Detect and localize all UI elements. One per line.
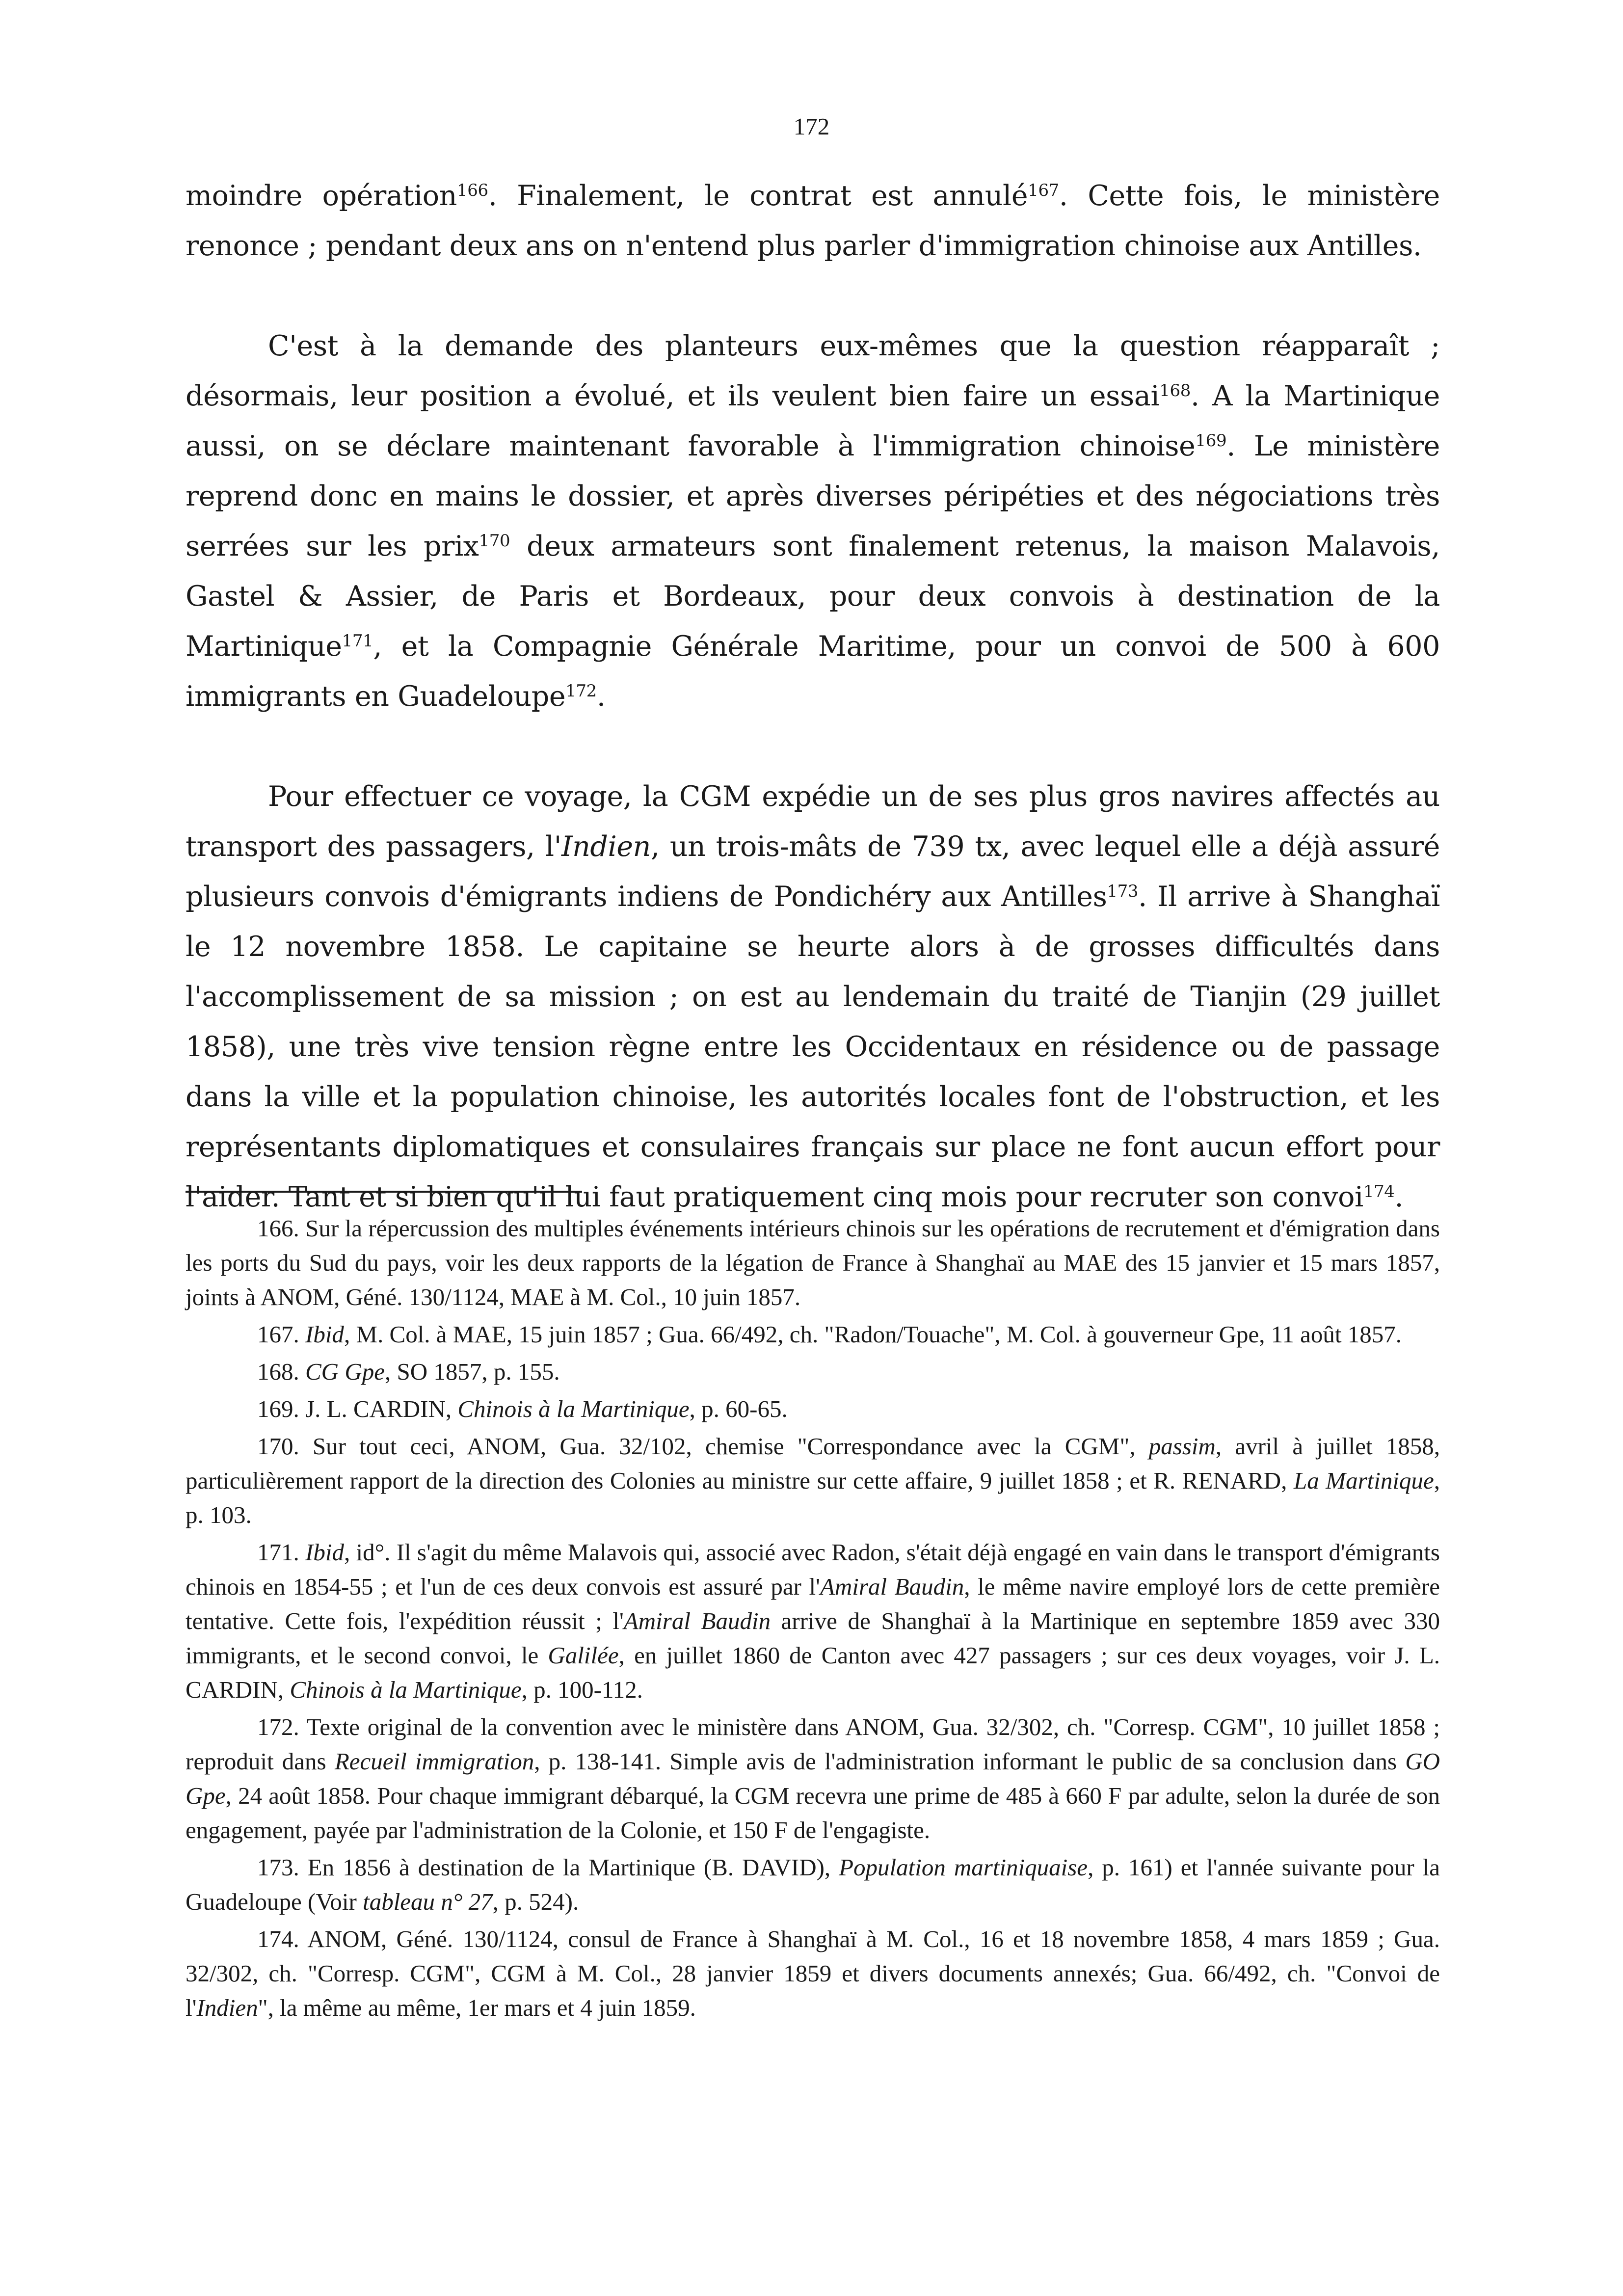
text-span: . Il arrive à Shanghaï le 12 novembre 1858. Le capitaine se heurte alors à de grosses difficultés dans l'accomplissement de sa mission ; on est au lendemain du traité de Tianjin (29 juillet 1858), une très vive tension règne entre les Occidentaux en résidence ou de passage dans la ville et la population chinoise, les autorités locales font de l'obstruction, et les représentants diplomatiques et consulaires français sur place ne font aucun effort pour l'aider. Tant et si bien qu'il lui faut pratiquement cinq mois pour recruter son convoi <box>186 881 1440 1213</box>
text-span: , en juillet 1860 de Canton avec 427 passagers ; sur ces deux voyages, voir J. L. CARDIN, <box>186 1642 1440 1703</box>
text-span: , SO 1857, p. 155. <box>384 1358 560 1385</box>
footnote-171 <box>186 1535 1440 1707</box>
text-span: , p. 100-112. <box>521 1676 643 1703</box>
text-span: 167. <box>257 1321 305 1348</box>
text-span: , p. 138-141. Simple avis de l'administration informant le public de sa conclusion dans <box>534 1748 1406 1775</box>
italic-span: Recueil immigration <box>334 1748 534 1775</box>
footnote-ref-166[interactable]: 166 <box>457 181 488 200</box>
text-span: 168. <box>257 1358 305 1385</box>
italic-span: La Martinique <box>1293 1467 1434 1494</box>
footnote-ref-170[interactable]: 170 <box>479 531 510 551</box>
footnote-ref-171[interactable]: 171 <box>342 631 373 651</box>
footnote-170 <box>186 1429 1440 1532</box>
text-span: , p. 161) et l'année suivante pour la Guadeloupe (Voir <box>186 1854 1440 1915</box>
text-span: . Finalement, le contrat est annulé <box>488 180 1028 212</box>
text-span: 166. Sur la répercussion des multiples événements intérieurs chinois sur les opérations de recrutement et d'émigration dans les ports du Sud du pays, voir les deux rapports de la légation de France à Shanghaï au MAE des 15 janvier et 15 mars 1857, joints à ANOM, Géné. 130/1124, MAE à M. Col., 10 juin 1857. <box>186 1215 1440 1310</box>
italic-span: Population martiniquaise <box>839 1854 1088 1881</box>
italic-span: Amiral Baudin <box>623 1607 771 1634</box>
page-number: 172 <box>793 113 830 140</box>
text-span: , p. 524). <box>492 1888 579 1915</box>
text-span: 171. <box>257 1539 306 1566</box>
footnote-169 <box>186 1392 1440 1426</box>
italic-span: Ibid <box>305 1539 344 1566</box>
text-span: moindre opération <box>186 180 457 212</box>
text-span: , p. 103. <box>186 1467 1440 1528</box>
text-span: . <box>1394 1181 1404 1213</box>
text-span: 174. ANOM, Géné. 130/1124, consul de France à Shanghaï à M. Col., 16 et 18 novembre 1858, 4 mars 1859 ; Gua. 32/302, ch. "Corresp. CGM", CGM à M. Col., 28 janvier 1859 et divers documents annexés; Gua. 66/492, ch. "Convoi de l' <box>186 1925 1440 2021</box>
footnote-ref-169[interactable]: 169 <box>1195 431 1227 451</box>
italic-span: passim <box>1148 1433 1216 1460</box>
footnote-173 <box>186 1850 1440 1919</box>
paragraph-2 <box>186 321 1440 721</box>
footnote-172 <box>186 1710 1440 1847</box>
text-span: 170. Sur tout ceci, ANOM, Gua. 32/102, chemise "Correspondance avec la CGM", <box>257 1433 1149 1460</box>
footnote-ref-168[interactable]: 168 <box>1159 381 1191 400</box>
footnote-ref-173[interactable]: 173 <box>1107 881 1139 901</box>
paragraph-1 <box>186 171 1440 271</box>
text-span: , et la Compagnie Générale Maritime, pour un convoi de 500 à 600 immigrants en Guadeloupe <box>186 630 1440 713</box>
text-span: , M. Col. à MAE, 15 juin 1857 ; Gua. 66/492, ch. "Radon/Touache", M. Col. à gouverneur Gpe, 11 août 1857. <box>344 1321 1402 1348</box>
text-span: . Cette fois, le ministère renonce ; pendant deux ans on n'entend plus parler d'immigration chinoise aux Antilles. <box>186 180 1440 262</box>
footnote-168 <box>186 1355 1440 1389</box>
footnote-ref-174[interactable]: 174 <box>1363 1182 1395 1201</box>
italic-span: Chinois à la Martinique <box>457 1395 690 1422</box>
text-span: Pour effectuer ce voyage, la CGM expédie un de ses plus gros navires affectés au transport des passagers, l' <box>186 780 1440 863</box>
footnote-ref-167[interactable]: 167 <box>1028 181 1059 200</box>
text-span: 169. J. L. CARDIN, <box>257 1395 458 1422</box>
ship-name: Indien <box>561 830 651 863</box>
text-span: deux armateurs sont finalement retenus, la maison Malavois, Gastel & Assier, de Paris et Bordeaux, pour deux convois à destination de la Martinique <box>186 530 1440 663</box>
text-span: , 24 août 1858. Pour chaque immigrant débarqué, la CGM recevra une prime de 485 à 660 F par adulte, selon la durée de son engagement, payée par l'administration de la Colonie, et 150 F de l'engagiste. <box>186 1782 1440 1843</box>
text-span: arrive de Shanghaï à la Martinique en septembre 1859 avec 330 immigrants, et le second convoi, le <box>186 1607 1440 1669</box>
text-span: , id°. Il s'agit du même Malavois qui, associé avec Radon, s'était déjà engagé en vain dans le transport d'émigrants chinois en 1854-55 ; et l'un de ces deux convois est assuré par l' <box>186 1539 1440 1600</box>
text-span: , avril à juillet 1858, particulièrement rapport de la direction des Colonies au ministre sur cette affaire, 9 juillet 1858 ; et R. RENARD, <box>186 1433 1440 1494</box>
text-span: 173. En 1856 à destination de la Martinique (B. DAVID), <box>257 1854 839 1881</box>
footnote-174 <box>186 1922 1440 2025</box>
text-span: C'est à la demande des planteurs eux-mêmes que la question réapparaît ; désormais, leur position a évolué, et ils veulent bien faire un essai <box>186 330 1440 412</box>
main-text <box>186 171 1440 1222</box>
italic-span: GO Gpe <box>186 1748 1440 1809</box>
text-span: . <box>596 680 606 713</box>
italic-span: CG Gpe <box>305 1358 385 1385</box>
paragraph-3 <box>186 772 1440 1222</box>
italic-span: Galilée <box>548 1642 619 1669</box>
italic-span: Amiral Baudin <box>820 1573 964 1600</box>
italic-span: Indien <box>196 1994 258 2021</box>
footnote-separator <box>186 1191 582 1193</box>
footnote-ref-172[interactable]: 172 <box>565 681 597 701</box>
text-span: , le même navire employé lors de cette première tentative. Cette fois, l'expédition réussit ; l' <box>186 1573 1440 1634</box>
italic-span: Ibid <box>305 1321 344 1348</box>
text-span: 172. Texte original de la convention avec le ministère dans ANOM, Gua. 32/302, ch. "Corresp. CGM", 10 juillet 1858 ; reproduit dans <box>186 1713 1440 1775</box>
text-span: , p. 60-65. <box>689 1395 788 1422</box>
text-span: . A la Martinique aussi, on se déclare maintenant favorable à l'immigration chinoise <box>186 380 1440 462</box>
text-span: , un trois-mâts de 739 tx, avec lequel elle a déjà assuré plusieurs convois d'émigrants indiens de Pondichéry aux Antilles <box>186 830 1440 913</box>
text-span: . Le ministère reprend donc en mains le dossier, et après diverses péripéties et des négociations très serrées sur les prix <box>186 430 1440 562</box>
text-span: ", la même au même, 1er mars et 4 juin 1859. <box>258 1994 696 2021</box>
footnote-166 <box>186 1211 1440 1314</box>
footnotes <box>186 1211 1440 2025</box>
footnote-167 <box>186 1317 1440 1352</box>
italic-span: Chinois à la Martinique <box>290 1676 522 1703</box>
italic-span: tableau n° 27 <box>363 1888 493 1915</box>
